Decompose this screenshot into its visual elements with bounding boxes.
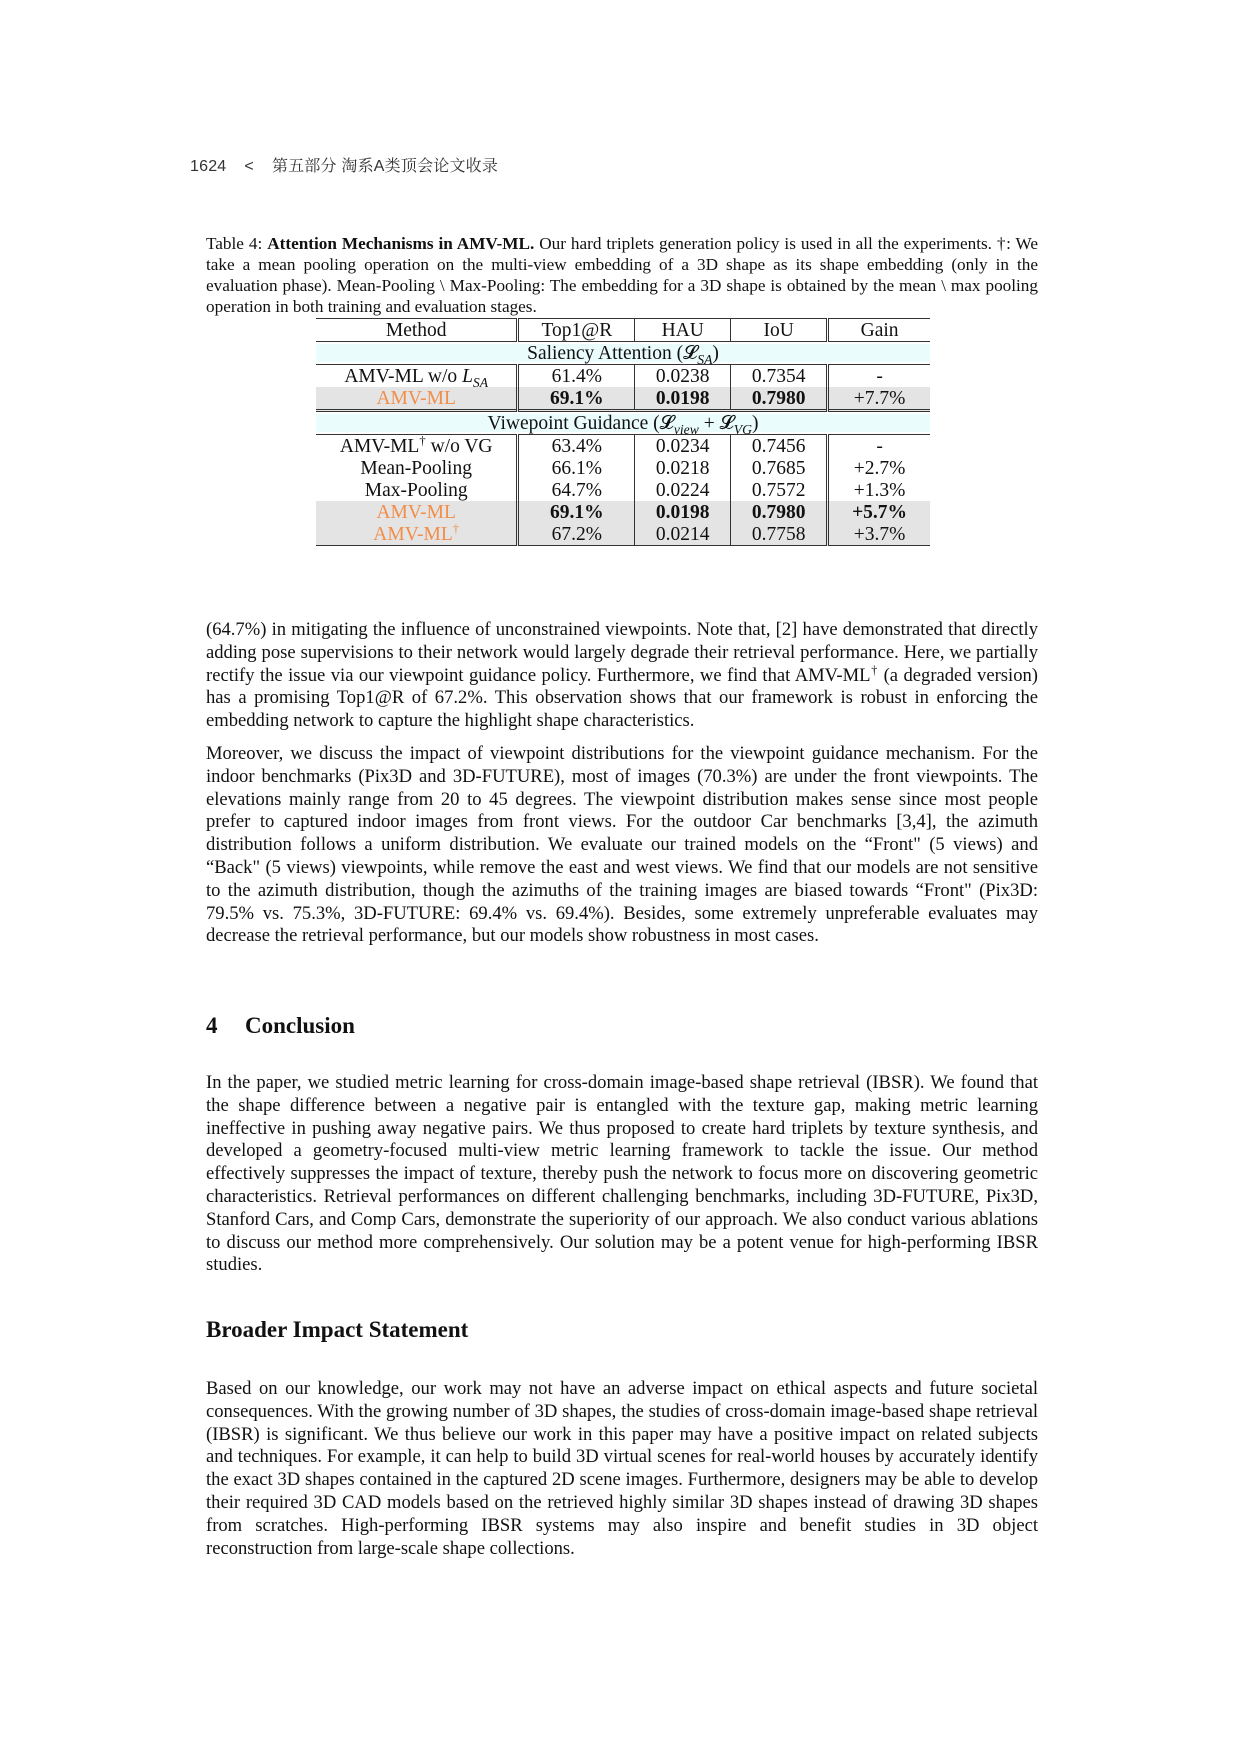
cell-gain: +3.7% — [828, 523, 930, 546]
table-row — [316, 365, 930, 388]
cell-method: AMV-ML — [316, 501, 518, 523]
cell-gain: +1.3% — [853, 479, 906, 501]
cell-iou: 0.7980 — [731, 501, 828, 523]
cell-iou: 0.7572 — [731, 479, 828, 501]
cell-hau: 0.0224 — [635, 479, 731, 501]
table-caption — [206, 233, 1038, 317]
caption-label: Table 4: — [206, 234, 263, 253]
results-table — [316, 318, 930, 546]
cell-gain: +2.7% — [853, 457, 906, 479]
cell-gain: - — [828, 435, 930, 458]
cell-top1: 64.7% — [518, 479, 635, 501]
table-row-highlight — [316, 387, 930, 411]
header-hau: HAU — [635, 319, 731, 342]
section-title: Conclusion — [245, 1013, 355, 1038]
section-viewpoint-guidance — [316, 411, 930, 435]
header-method: Method — [316, 319, 518, 342]
header-top1: Top1@R — [518, 319, 635, 342]
cell-iou: 0.7758 — [731, 523, 828, 546]
cell-top1: 67.2% — [518, 523, 635, 546]
cell-top1: 66.1% — [518, 457, 635, 479]
section-saliency-attention — [316, 342, 930, 365]
cell-method: AMV-ML — [316, 387, 518, 411]
cell-method: AMV-ML w/o $L_{SA}$ — [316, 365, 518, 388]
page-number: 1624 — [190, 158, 227, 175]
cell-top1: 61.4% — [518, 365, 635, 388]
cell-hau: 0.0198 — [635, 387, 731, 411]
header-separator: < — [244, 158, 254, 175]
paragraph-broader-impact: Based on our knowledge, our work may not have an adverse impact on ethical aspects and future societal consequences. With the growing number of 3D shapes, the studies of cross-domain image-based shape retrieval (IBSR) is significant. We thus believe our work in this paper may have a positive impact on related subjects and techniques. For example, it can help to build 3D virtual scenes for real-world houses by accurately identify the exact 3D shapes contained in the captured 2D scene images. Furthermore, designers may be able to develop their required 3D CAD models based on the retrieved highly similar 3D shapes instead of drawing 3D shapes from scratches. High-performing IBSR systems may also inspire and benefit studies in 3D object reconstruction from large-scale shape collections. — [206, 1378, 1038, 1559]
table-row-highlight — [316, 523, 930, 546]
cell-method: AMV-ML† — [316, 523, 518, 546]
header-iou: IoU — [731, 319, 828, 342]
cell-top1: 69.1% — [518, 501, 635, 523]
cell-top1: 63.4% — [518, 435, 635, 458]
cell-gain: +5.7% — [828, 501, 930, 523]
cell-iou: 0.7456 — [731, 435, 828, 458]
cell-top1: 69.1% — [518, 387, 635, 411]
section-heading-broader-impact: Broader Impact Statement — [206, 1317, 469, 1342]
cell-hau: 0.0214 — [635, 523, 731, 546]
cell-hau: 0.0198 — [635, 501, 731, 523]
paragraph-viewpoint-results: (64.7%) in mitigating the influence of unconstrained viewpoints. Note that, [2] have demonstrated that directly adding pose supervisions to their network would largely degrade their retrieval performance. Here, we partially rectify the issue via our viewpoint guidance policy. Furthermore, we find that AMV-ML† (a degraded version) has a promising Top1@R of 67.2%. This observation shows that our framework is robust in enforcing the embedding network to capture the highlight shape characteristics. — [206, 619, 1038, 732]
caption-title: Attention Mechanisms in AMV-ML. — [267, 234, 535, 253]
cell-hau: 0.0234 — [635, 435, 731, 458]
cell-method: Mean-Pooling — [316, 457, 518, 479]
cell-iou: 0.7354 — [731, 365, 828, 388]
section-number: 4 — [206, 1013, 218, 1038]
cell-iou: 0.7980 — [731, 387, 828, 411]
cell-gain: - — [828, 365, 930, 388]
cell-iou: 0.7685 — [731, 457, 828, 479]
table-header-row — [316, 319, 930, 342]
paragraph-viewpoint-distribution: Moreover, we discuss the impact of viewpoint distributions for the viewpoint guidance mechanism. For the indoor benchmarks (Pix3D and 3D-FUTURE), most of images (70.3%) are under the front viewpoints. The elevations mainly range from 20 to 45 degrees. The viewpoint distribution makes sense since most people prefer to captured indoor images from front views. For the outdoor Car benchmarks [3,4], the azimuth distribution follows a uniform distribution. We evaluate our trained models on the “Front" (5 views) and “Back" (5 views) viewpoints, while remove the east and west views. We find that our models are not sensitive to the azimuth distribution, though the azimuths of the training images are biased towards “Front" (Pix3D: 79.5% vs. 75.3%, 3D-FUTURE: 69.4% vs. 69.4%). Besides, some extremely unpreferable evaluates may decrease the retrieval performance, but our models show robustness in most cases. — [206, 743, 1038, 947]
table-row-highlight — [316, 501, 930, 523]
cell-method: Max-Pooling — [316, 479, 518, 501]
cell-gain: +7.7% — [828, 387, 930, 411]
running-header — [190, 153, 516, 176]
cell-hau: 0.0238 — [635, 365, 731, 388]
caption-text: Our hard triplets generation policy is used in all the experiments. †: We take a mean pooling operation on the multi-view embedding of a 3D shape as its shape embedding (only in the evaluation phase). Mean-Pooling \ Max-Pooling: The embedding for a 3D shape is obtained by the mean \ max pooling operation in both training and evaluation stages. — [206, 234, 1039, 316]
section-label: Saliency Attention (𝓛$_{SA}$) — [316, 342, 930, 365]
paragraph-conclusion: In the paper, we studied metric learning for cross-domain image-based shape retrieval (IBSR). We found that the shape difference between a negative pair is entangled with the texture gap, making metric learning ineffective in pushing away negative pairs. We thus proposed to create hard triplets by texture synthesis, and developed a geometry-focused multi-view metric learning framework to tackle the issue. Our method effectively suppresses the impact of texture, thereby push the network to focus more on discovering geometric characteristics. Retrieval performances on different challenging benchmarks, including 3D-FUTURE, Pix3D, Stanford Cars, and Comp Cars, demonstrate the superiority of our approach. We also conduct various ablations to discuss our method more comprehensively. Our solution may be a potent venue for high-performing IBSR studies. — [206, 1072, 1038, 1276]
cell-method: AMV-ML† w/o VG — [316, 435, 518, 458]
table-row — [316, 457, 930, 479]
header-section-title: 第五部分 淘系A类顶会论文收录 — [271, 158, 499, 175]
table-row — [316, 435, 930, 458]
header-gain: Gain — [828, 319, 930, 342]
section-heading-conclusion — [206, 1013, 355, 1039]
table-row — [316, 479, 930, 501]
cell-hau: 0.0218 — [635, 457, 731, 479]
section-label: Viwepoint Guidance (𝓛$_{view}$ + 𝓛$_{VG}$) — [316, 411, 930, 435]
